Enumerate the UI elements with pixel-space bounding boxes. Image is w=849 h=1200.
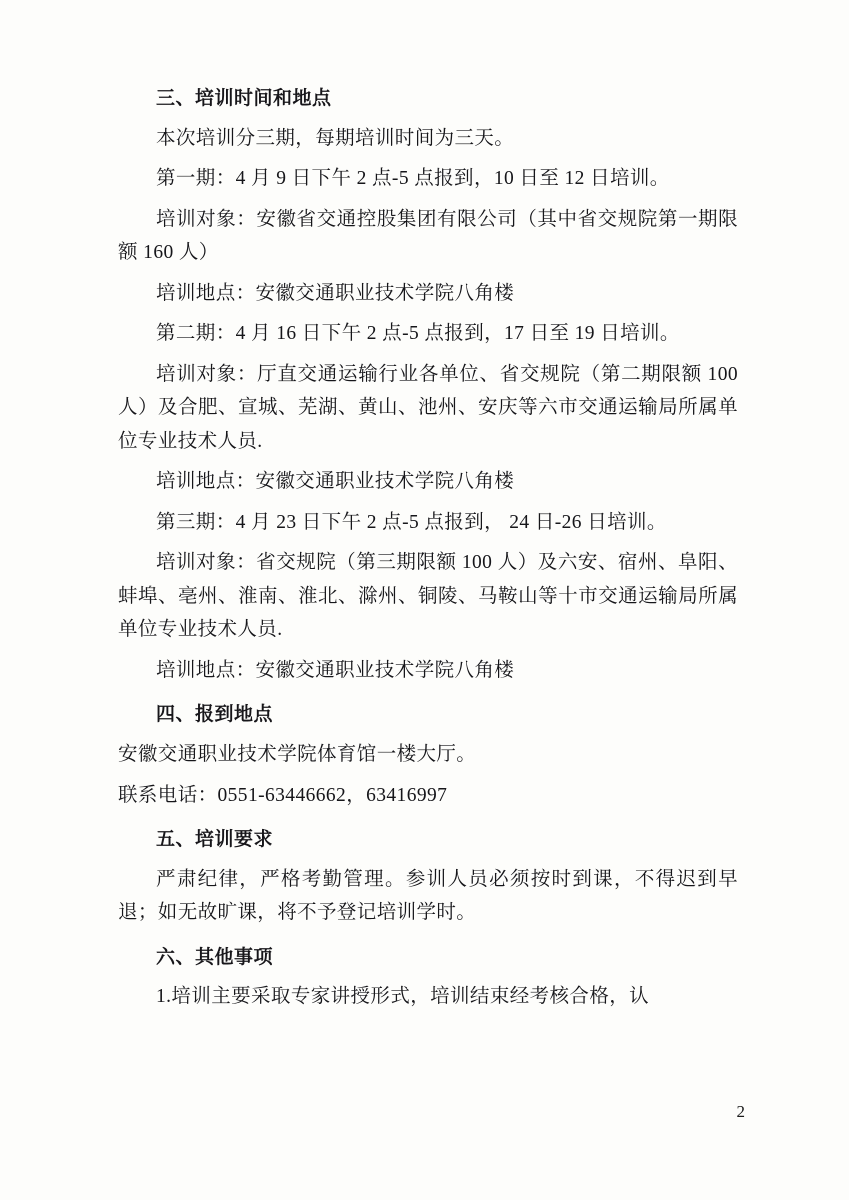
paragraph: 培训对象：省交规院（第三期限额 100 人）及六安、宿州、阜阳、蚌埠、亳州、淮南、淮北、滁州、铜陵、马鞍山等十市交通运输局所属单位专业技术人员. xyxy=(118,552,738,641)
paragraph: 培训地点：安徽交通职业技术学院八角楼 xyxy=(156,282,515,304)
paragraph: 培训地点：安徽交通职业技术学院八角楼 xyxy=(156,471,515,493)
paragraph: 培训对象：安徽省交通控股集团有限公司（其中省交规院第一期限额 160 人） xyxy=(118,208,738,264)
paragraph: 严肃纪律，严格考勤管理。参训人员必须按时到课，不得迟到早退；如无故旷课，将不予登记培训学时。 xyxy=(118,868,738,924)
paragraph: 1.培训主要采取专家讲授形式，培训结束经考核合格，认 xyxy=(156,986,650,1008)
contact-phone: 联系电话：0551-63446662，63416997 xyxy=(118,784,448,806)
paragraph: 第二期：4 月 16 日下午 2 点-5 点报到，17 日至 19 日培训。 xyxy=(156,323,680,345)
paragraph: 安徽交通职业技术学院体育馆一楼大厅。 xyxy=(118,743,477,765)
section-heading-4: 四、报到地点 xyxy=(156,703,274,726)
paragraph: 培训对象：厅直交通运输行业各单位、省交规院（第二期限额 100 人）及合肥、宣城、芜湖、黄山、池州、安庆等六市交通运输局所属单位专业技术人员. xyxy=(118,363,738,452)
section-heading-3: 三、培训时间和地点 xyxy=(156,87,332,109)
paragraph: 第一期：4 月 9 日下午 2 点-5 点报到，10 日至 12 日培训。 xyxy=(156,168,670,190)
page-number: 2 xyxy=(736,1102,745,1121)
paragraph: 第三期：4 月 23 日下午 2 点-5 点报到， 24 日-26 日培训。 xyxy=(156,511,667,533)
paragraph: 本次培训分三期，每期培训时间为三天。 xyxy=(156,127,515,149)
document-body xyxy=(118,84,738,1021)
section-heading-6: 六、其他事项 xyxy=(156,945,274,968)
section-heading-5: 五、培训要求 xyxy=(156,828,274,851)
paragraph: 培训地点：安徽交通职业技术学院八角楼 xyxy=(156,659,515,681)
